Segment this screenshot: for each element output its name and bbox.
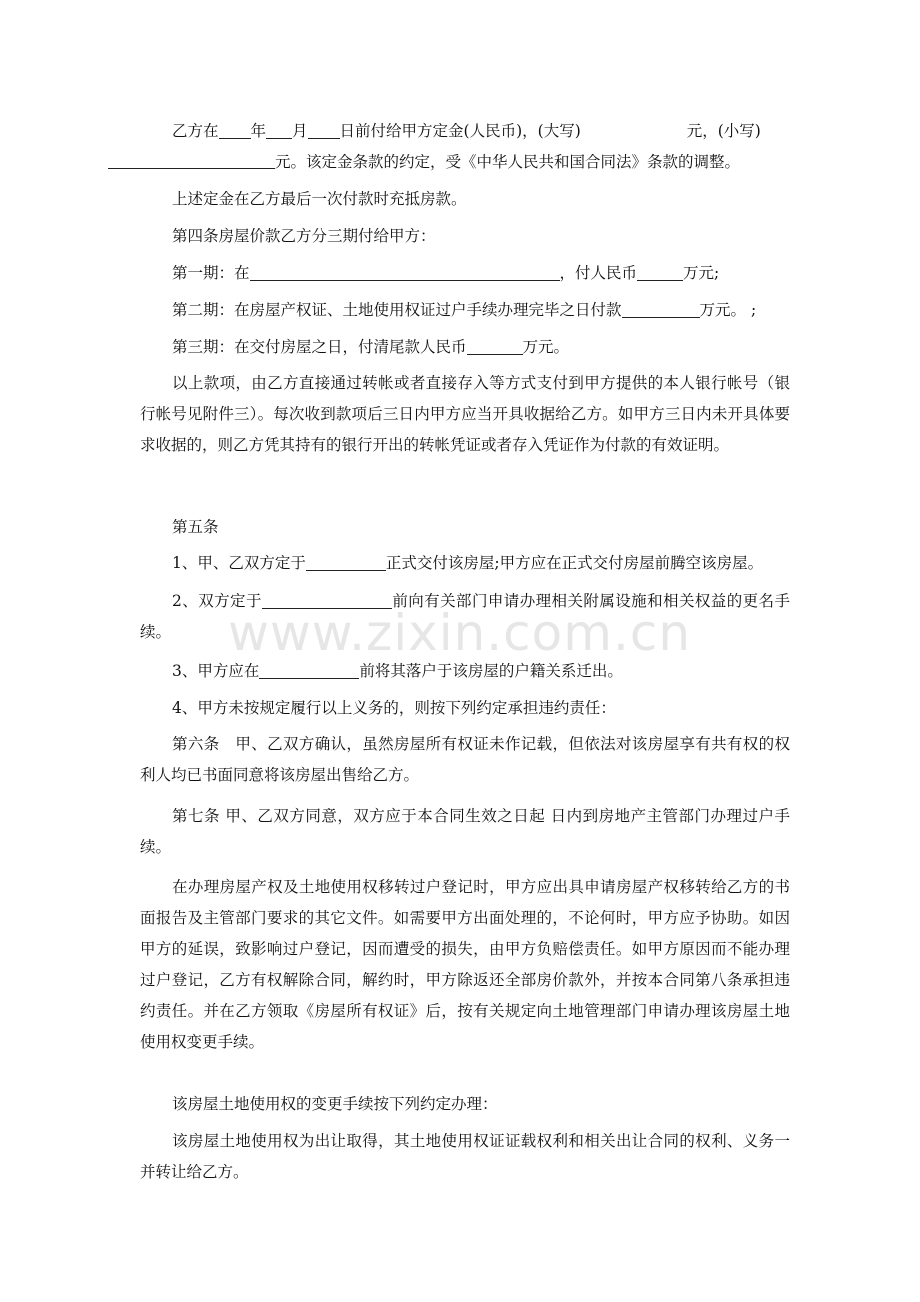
text-segment: 日前付给甲方定金(人民币)，(大写) bbox=[339, 122, 581, 140]
article-7: 第七条 甲、乙双方同意，双方应于本合同生效之日起 日内到房地产主管部门办理过户手续。 bbox=[140, 807, 790, 856]
article-6: 第六条 甲、乙双方确认，虽然房屋所有权证未作记载，但依法对该房屋享有共有权的权利人均已书面同意将该房屋出售给乙方。 bbox=[140, 735, 790, 784]
payment-method-paragraph: 以上款项，由乙方直接通过转帐或者直接存入等方式支付到甲方提供的本人银行帐号（银行帐号见附件三）。每次收到款项后三日内甲方应当开具收据给乙方。如甲方三日内未开具体要求收据的，则乙方凭其持有的银行开出的转帐凭证或者存入凭证作为付款的有效证明。 bbox=[140, 374, 790, 454]
text-segment: 第一期：在 bbox=[172, 264, 250, 282]
blank-rename-date bbox=[262, 590, 392, 609]
text-segment: 前向有关部门申请办理相关附属设施和相关权益的更名手续。 bbox=[140, 592, 790, 641]
blank-delivery-date bbox=[306, 552, 386, 571]
watermark-text: www.zixin.com.cn bbox=[228, 604, 692, 662]
article-5-clause-4: 4、甲方未按规定履行以上义务的，则按下列约定承担违约责任： bbox=[172, 699, 616, 717]
blank-amount-small bbox=[108, 150, 275, 169]
text-segment: 2、双方定于 bbox=[172, 592, 262, 610]
article-4-title: 第四条房屋价款乙方分三期付给甲方： bbox=[172, 227, 436, 245]
text-segment: 万元。 bbox=[522, 338, 570, 356]
text-segment: 1、甲、乙双方定于 bbox=[172, 554, 306, 572]
blank-installment-1-amount bbox=[637, 262, 683, 281]
blank-installment-3-amount bbox=[467, 336, 523, 355]
installment-2 bbox=[140, 295, 790, 326]
article-5-clause-2 bbox=[140, 586, 790, 648]
article-5-title: 第五条 bbox=[172, 518, 219, 536]
blank-month bbox=[266, 120, 292, 139]
text-segment: 3、甲方应在 bbox=[172, 662, 260, 680]
text-segment: 万元。 ; bbox=[699, 301, 757, 319]
deposit-paragraph bbox=[140, 116, 790, 178]
text-segment: 第三期：在交付房屋之日，付清尾款人民币 bbox=[172, 338, 467, 356]
text-segment: 年 bbox=[250, 122, 267, 140]
text-segment: 乙方在 bbox=[172, 122, 219, 140]
text-segment: 第二期：在房屋产权证、土地使用权证过户手续办理完毕之日付款 bbox=[172, 301, 622, 319]
text-segment: 月 bbox=[292, 122, 308, 140]
transfer-registration-paragraph: 在办理房屋产权及土地使用权移转过户登记时，甲方应出具申请房屋产权移转给乙方的书面报告及主管部门要求的其它文件。如需要甲方出面处理的，不论何时，甲方应予协助。如因甲方的延误，致影响过户登记，因而遭受的损失，由甲方负赔偿责任。如甲方原因而不能办理过户登记，乙方有权解除合同，解约时，甲方除返还全部房价款外，并按本合同第八条承担违约责任。并在乙方领取《房屋所有权证》后，按有关规定向土地管理部门申请办理该房屋土地使用权变更手续。 bbox=[140, 878, 790, 1051]
text-segment: 元，(小写) bbox=[686, 122, 761, 140]
blank-installment-1-time bbox=[250, 262, 560, 281]
article-5-clause-3 bbox=[140, 656, 790, 687]
blank-installment-2-amount bbox=[622, 299, 700, 318]
land-use-transfer-paragraph: 该房屋土地使用权为出让取得，其土地使用权证证载权利和相关出让合同的权利、义务一并转让给乙方。 bbox=[140, 1132, 790, 1181]
text-segment: 前将其落户于该房屋的户籍关系迁出。 bbox=[359, 662, 623, 680]
text-segment: ，付人民币 bbox=[559, 264, 638, 282]
installment-1 bbox=[140, 258, 790, 289]
land-use-change-intro: 该房屋土地使用权的变更手续按下列约定办理： bbox=[172, 1095, 498, 1113]
blank-household-date bbox=[259, 660, 359, 679]
text-segment: 万元; bbox=[683, 264, 720, 282]
deposit-offset-paragraph: 上述定金在乙方最后一次付款时充抵房款。 bbox=[172, 190, 467, 208]
blank-year bbox=[219, 120, 251, 139]
article-5-clause-1 bbox=[140, 548, 790, 579]
installment-3 bbox=[140, 332, 790, 363]
text-segment: 元。该定金条款的约定，受《中华人民共和国合同法》条款的调整。 bbox=[275, 153, 741, 171]
blank-day bbox=[308, 120, 340, 139]
text-segment: 正式交付该房屋;甲方应在正式交付房屋前腾空该房屋。 bbox=[385, 554, 764, 572]
